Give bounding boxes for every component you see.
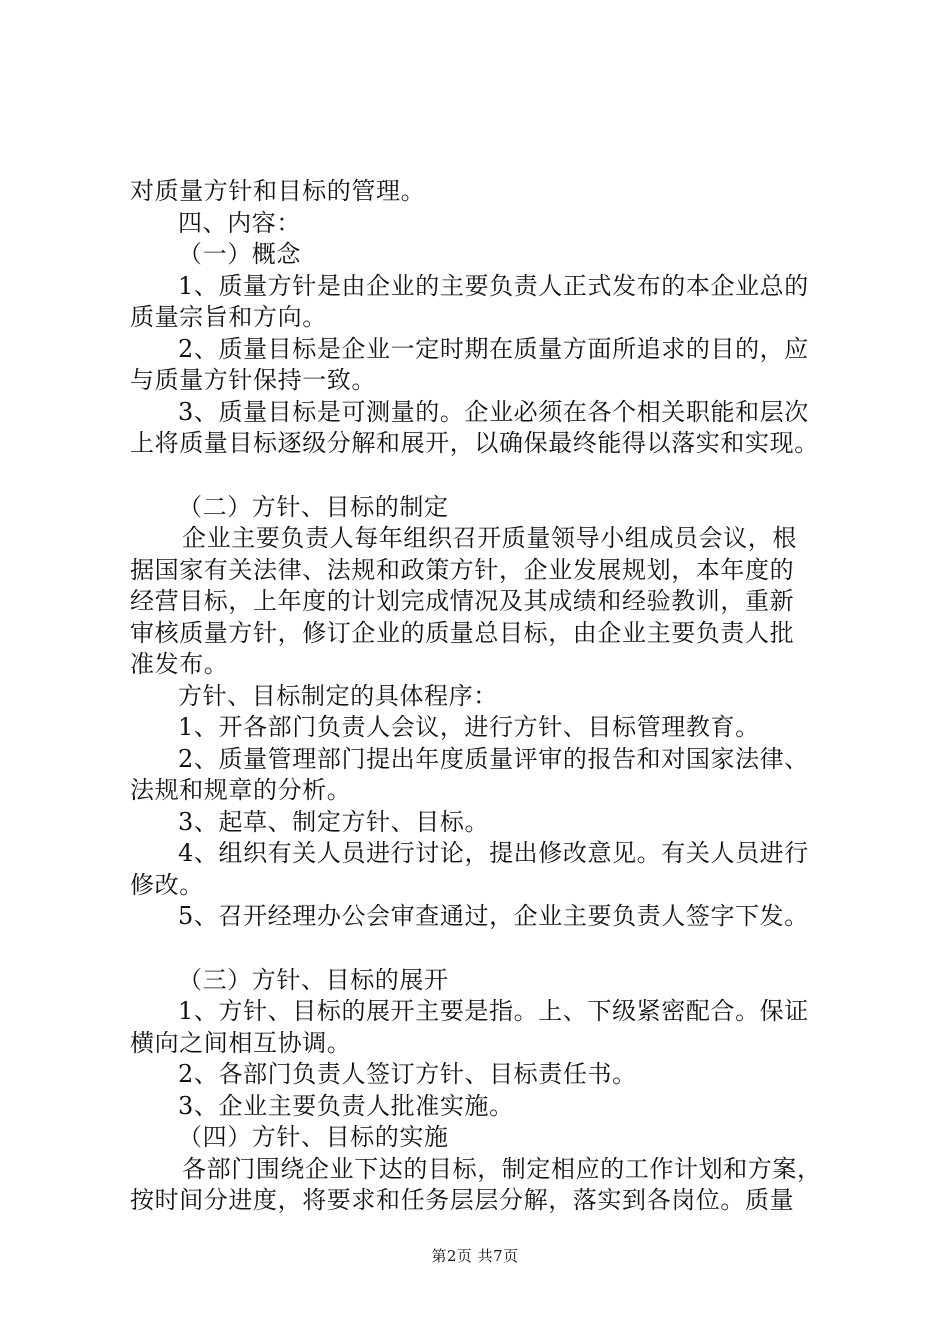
text-line: 2、质量目标是企业一定时期在质量方面所追求的目的，应 bbox=[178, 334, 809, 363]
text-line: 质量宗旨和方向。 bbox=[130, 303, 327, 331]
text-line: 2、各部门负责人签订方针、目标责任书。 bbox=[178, 1060, 637, 1088]
text-line: 3、企业主要负责人批准实施。 bbox=[178, 1091, 514, 1120]
text-line: 1、方针、目标的展开主要是指。上、下级紧密配合。保证 bbox=[178, 997, 809, 1025]
subsection-heading: （四）方针、目标的实施 bbox=[178, 1123, 449, 1151]
text-line: 5、召开经理办公会审查通过，企业主要负责人签字下发。 bbox=[178, 902, 809, 930]
text-line: 方针、目标制定的具体程序： bbox=[178, 681, 498, 710]
text-line: 1、质量方针是由企业的主要负责人正式发布的本企业总的 bbox=[178, 271, 809, 300]
page-footer: 第2页 共7页 bbox=[431, 1247, 519, 1265]
text-line: 企业主要负责人每年组织召开质量领导小组成员会议，根 bbox=[182, 524, 797, 552]
text-line: 按时间分进度，将要求和任务层层分解，落实到各岗位。质量 bbox=[130, 1186, 795, 1214]
text-line: 上将质量目标逐级分解和展开，以确保最终能得以落实和实现。 bbox=[130, 429, 819, 457]
text-line: 各部门围绕企业下达的目标，制定相应的工作计划和方案， bbox=[182, 1154, 822, 1183]
text-line: 3、质量目标是可测量的。企业必须在各个相关职能和层次 bbox=[178, 397, 809, 426]
text-line: 4、组织有关人员进行讨论，提出修改意见。有关人员进行 bbox=[178, 839, 809, 867]
text-line: 与质量方针保持一致。 bbox=[130, 366, 376, 394]
text-line: 法规和规章的分析。 bbox=[130, 776, 352, 804]
text-line: 审核质量方针，修订企业的质量总目标，由企业主要负责人批 bbox=[130, 618, 795, 647]
paragraph-gap bbox=[130, 460, 830, 492]
subsection-heading: （二）方针、目标的制定 bbox=[178, 492, 449, 521]
paragraph-gap bbox=[130, 933, 830, 965]
text-line: 修改。 bbox=[130, 870, 204, 899]
text-line: 经营目标，上年度的计划完成情况及其成绩和经验教训，重新 bbox=[130, 587, 795, 615]
text-line: 据国家有关法律、法规和政策方针，企业发展规划，本年度的 bbox=[130, 555, 795, 584]
document-body bbox=[130, 176, 830, 1217]
text-line: 横向之间相互协调。 bbox=[130, 1028, 352, 1057]
text-line: 对质量方针和目标的管理。 bbox=[130, 177, 426, 205]
text-line: 1、开各部门负责人会议，进行方针、目标管理教育。 bbox=[178, 713, 760, 741]
section-heading: 四、内容： bbox=[178, 208, 301, 237]
text-line: 准发布。 bbox=[130, 650, 229, 678]
text-line: 3、起草、制定方针、目标。 bbox=[178, 807, 490, 836]
text-line: 2、质量管理部门提出年度质量评审的报告和对国家法律、 bbox=[178, 744, 809, 773]
subsection-heading: （三）方针、目标的展开 bbox=[178, 965, 449, 994]
subsection-heading: （一）概念 bbox=[178, 240, 301, 268]
